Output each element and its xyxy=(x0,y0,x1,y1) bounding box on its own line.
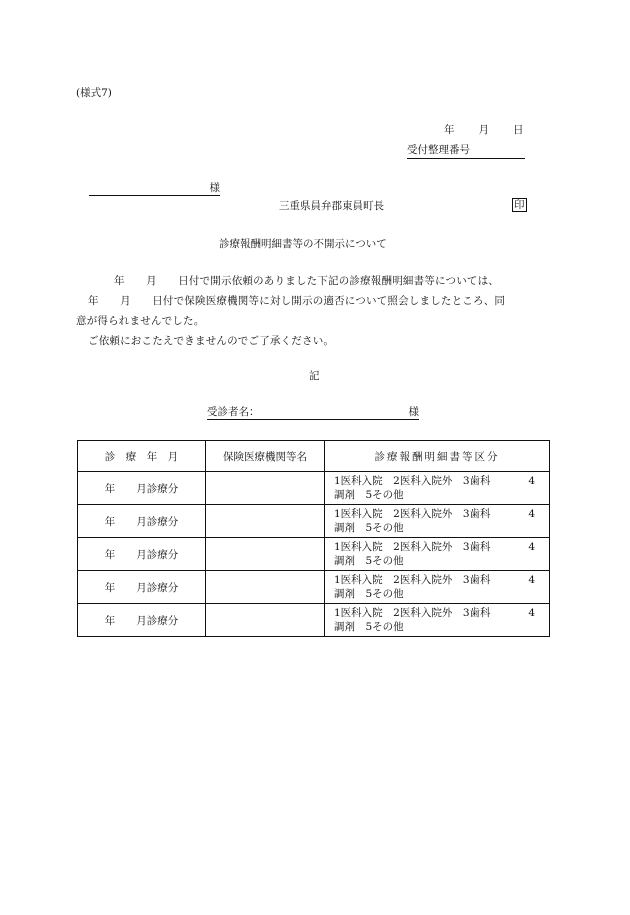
institution-cell xyxy=(206,505,325,538)
recipient-name-field xyxy=(89,181,220,196)
category-option-4: 4 xyxy=(528,541,535,553)
body-paragraph xyxy=(76,271,552,351)
patient-line xyxy=(207,405,419,420)
table-row xyxy=(78,571,550,604)
paragraph1-line3: 意が得られませんでした。 xyxy=(76,315,205,327)
patient-suffix: 様 xyxy=(408,406,419,418)
ki-heading: 記 xyxy=(309,370,320,382)
category-options: 1医科入院 2医科入院外 3歯科 xyxy=(334,541,491,553)
category-option-4: 4 xyxy=(528,508,535,520)
institution-cell xyxy=(206,604,325,637)
date-line: 年 月 日 xyxy=(444,124,525,136)
paragraph1-line1: 年 月 日付で開示依頼のありました下記の診療報酬明細書等については、 xyxy=(114,275,499,287)
period-cell: 年 月診療分 xyxy=(78,538,206,571)
category-options-cont: 調剤 5その他 xyxy=(334,621,404,633)
header-period: 診 療 年 月 xyxy=(78,441,206,472)
table-row xyxy=(78,472,550,505)
recipient-line xyxy=(89,181,220,200)
category-options-cont: 調剤 5その他 xyxy=(334,588,404,600)
reception-number xyxy=(407,143,525,159)
institution-cell xyxy=(206,472,325,505)
institution-cell xyxy=(206,571,325,604)
period-cell: 年 月診療分 xyxy=(78,472,206,505)
category-option-4: 4 xyxy=(528,475,535,487)
category-options: 1医科入院 2医科入院外 3歯科 xyxy=(334,475,491,487)
institution-cell xyxy=(206,538,325,571)
category-options: 1医科入院 2医科入院外 3歯科 xyxy=(334,574,491,586)
table-header-row xyxy=(78,441,550,472)
seal-text: 印 xyxy=(514,199,525,211)
header-institution: 保険医療機関等名 xyxy=(206,441,325,472)
table-row xyxy=(78,538,550,571)
patient-name-field xyxy=(207,405,419,420)
period-cell: 年 月診療分 xyxy=(78,505,206,538)
period-cell: 年 月診療分 xyxy=(78,604,206,637)
paragraph2: ご依頼におこたえできませんのでご了承ください。 xyxy=(88,335,335,347)
category-options-cont: 調剤 5その他 xyxy=(334,489,404,501)
seal-mark xyxy=(512,198,527,212)
form-label: (様式7) xyxy=(76,87,112,99)
category-options: 1医科入院 2医科入院外 3歯科 xyxy=(334,508,491,520)
category-option-4: 4 xyxy=(528,574,535,586)
category-option-4: 4 xyxy=(528,607,535,619)
paragraph1-line2: 年 月 日付で保険医療機関等に対し開示の適否について照会しましたところ、同 xyxy=(88,295,506,307)
category-options: 1医科入院 2医科入院外 3歯科 xyxy=(334,607,491,619)
period-cell: 年 月診療分 xyxy=(78,571,206,604)
records-table xyxy=(77,440,550,637)
category-cell xyxy=(325,472,550,505)
category-cell xyxy=(325,538,550,571)
table-row xyxy=(78,505,550,538)
category-options-cont: 調剤 5その他 xyxy=(334,522,404,534)
header-category: 診療報酬明細書等区分 xyxy=(325,441,550,472)
reception-label: 受付整理番号 xyxy=(407,143,525,159)
patient-label: 受診者名： xyxy=(207,406,260,418)
recipient-suffix: 様 xyxy=(209,182,220,194)
document-title: 診療報酬明細書等の不開示について xyxy=(219,238,387,250)
category-cell xyxy=(325,604,550,637)
category-cell xyxy=(325,571,550,604)
issuer: 三重県員弁郡東員町長 xyxy=(279,200,384,212)
category-options-cont: 調剤 5その他 xyxy=(334,555,404,567)
category-cell xyxy=(325,505,550,538)
table-row xyxy=(78,604,550,637)
